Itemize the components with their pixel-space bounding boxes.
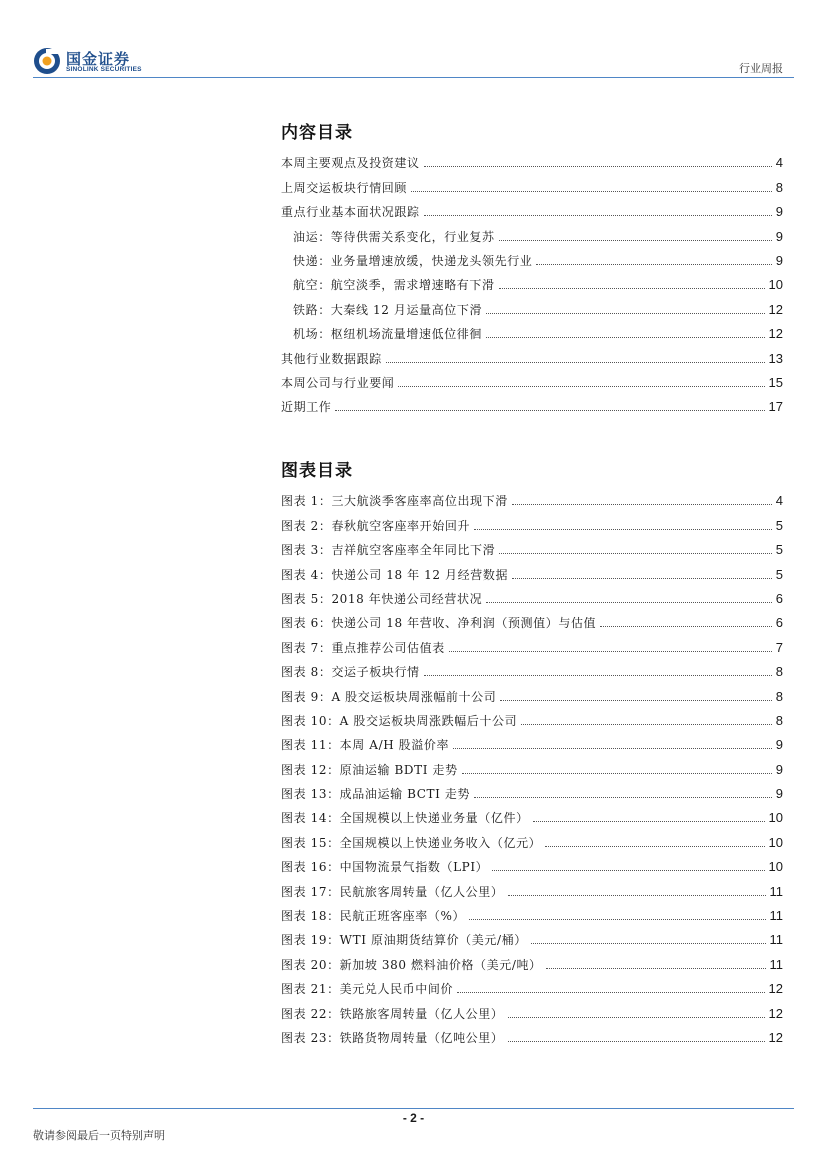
toc-entry-label: 其他行业数据跟踪	[281, 351, 382, 366]
figure-entry-page: 12	[768, 981, 783, 997]
dot-leader	[457, 992, 764, 993]
figure-entry-page: 5	[775, 542, 783, 558]
dot-leader	[386, 362, 765, 363]
dot-leader	[533, 821, 765, 822]
figure-entry-label: 图表 20：新加坡 380 燃料油价格（美元/吨）	[281, 957, 542, 972]
dot-leader	[398, 386, 764, 387]
figures-title: 图表目录	[281, 461, 353, 481]
company-logo	[33, 47, 163, 77]
figure-entry-label: 图表 22：铁路旅客周转量（亿人公里）	[281, 1006, 504, 1021]
dot-leader	[531, 943, 766, 944]
figure-entry-page: 12	[768, 1029, 783, 1045]
figure-entry[interactable]	[281, 825, 783, 849]
toc-entry-label: 航空：航空淡季，需求增速略有下滑	[293, 278, 495, 293]
figure-entry-page: 10	[768, 834, 783, 850]
dot-leader	[449, 651, 772, 652]
toc-entry[interactable]	[281, 146, 783, 170]
dot-leader	[499, 288, 765, 289]
dot-leader	[486, 313, 764, 314]
disclaimer-text: 敬请参阅最后一页特别声明	[33, 1129, 165, 1142]
figure-entry-label: 图表 9：A 股交运板块周涨幅前十公司	[281, 689, 497, 704]
figure-entry[interactable]	[281, 752, 783, 776]
figure-entry-label: 图表 8：交运子板块行情	[281, 665, 420, 680]
figure-entry-page: 9	[775, 786, 783, 802]
figure-entry-label: 图表 11：本周 A/H 股溢价率	[281, 738, 450, 753]
figure-entry-label: 图表 5：2018 年快递公司经营状况	[281, 591, 483, 606]
toc-entry-label: 油运：等待供需关系变化，行业复苏	[293, 229, 495, 244]
dot-leader	[486, 602, 772, 603]
toc-list	[281, 146, 783, 414]
dot-leader	[512, 578, 772, 579]
dot-leader	[474, 529, 772, 530]
figure-entry[interactable]	[281, 972, 783, 996]
figure-entry-page: 9	[775, 761, 783, 777]
toc-entry[interactable]	[281, 317, 783, 341]
figure-entry[interactable]	[281, 850, 783, 874]
dot-leader	[486, 337, 765, 338]
logo-text-en: SINOLINK SECURITIES	[66, 66, 142, 73]
figure-entry-label: 图表 18：民航正班客座率（%）	[281, 909, 466, 924]
toc-entry[interactable]	[281, 292, 783, 316]
figure-entry-label: 图表 23：铁路货物周转量（亿吨公里）	[281, 1030, 504, 1045]
figure-entry-page: 5	[775, 517, 783, 533]
figure-entry[interactable]	[281, 533, 783, 557]
dot-leader	[462, 773, 772, 774]
dot-leader	[335, 410, 764, 411]
figure-entry[interactable]	[281, 1021, 783, 1045]
page-number: - 2 -	[402, 1111, 425, 1125]
footer-divider	[33, 1108, 794, 1109]
figure-entry-page: 12	[768, 1005, 783, 1021]
figure-entry-page: 11	[769, 883, 783, 899]
dot-leader	[508, 895, 766, 896]
sinolink-logo-icon	[33, 47, 61, 75]
figure-entry[interactable]	[281, 557, 783, 581]
dot-leader	[453, 748, 772, 749]
figure-entry-page: 4	[775, 493, 783, 509]
toc-entry[interactable]	[281, 170, 783, 194]
figure-entry-page: 11	[769, 956, 783, 972]
figure-entry-label: 图表 4：快递公司 18 年 12 月经营数据	[281, 567, 509, 582]
report-type: 行业周报	[739, 62, 783, 75]
toc-entry-page: 17	[768, 399, 783, 415]
figure-entry[interactable]	[281, 899, 783, 923]
toc-entry-label: 机场：枢纽机场流量增速低位徘徊	[293, 327, 483, 342]
toc-title: 内容目录	[281, 123, 353, 143]
figure-entry-label: 图表 1：三大航淡季客座率高位出现下滑	[281, 494, 508, 509]
figure-entry-page: 11	[769, 908, 783, 924]
toc-entry-label: 本周主要观点及投资建议	[281, 156, 420, 171]
dot-leader	[424, 166, 772, 167]
dot-leader	[469, 919, 765, 920]
figure-entry-page: 6	[775, 615, 783, 631]
figure-entry-label: 图表 3：吉祥航空客座率全年同比下滑	[281, 543, 496, 558]
figure-entry-label: 图表 6：快递公司 18 年营收、净利润（预测值）与估值	[281, 616, 597, 631]
dot-leader	[499, 553, 772, 554]
dot-leader	[500, 700, 771, 701]
figure-entry[interactable]	[281, 996, 783, 1020]
dot-leader	[508, 1041, 765, 1042]
figure-entry-label: 图表 12：原油运输 BDTI 走势	[281, 762, 458, 777]
figure-entry[interactable]	[281, 777, 783, 801]
figure-entry-label: 图表 17：民航旅客周转量（亿人公里）	[281, 884, 504, 899]
toc-entry-page: 9	[775, 204, 783, 220]
toc-entry-page: 8	[775, 179, 783, 195]
dot-leader	[545, 846, 764, 847]
figure-entry[interactable]	[281, 655, 783, 679]
toc-entry[interactable]	[281, 390, 783, 414]
figure-entry[interactable]	[281, 606, 783, 630]
figure-entry[interactable]	[281, 582, 783, 606]
toc-entry[interactable]	[281, 341, 783, 365]
dot-leader	[508, 1017, 765, 1018]
dot-leader	[424, 675, 772, 676]
toc-entry[interactable]	[281, 366, 783, 390]
toc-entry-label: 本周公司与行业要闻	[281, 375, 395, 390]
figure-entry-label: 图表 13：成品油运输 BCTI 走势	[281, 787, 471, 802]
dot-leader	[512, 504, 772, 505]
toc-entry[interactable]	[281, 219, 783, 243]
figures-list	[281, 484, 783, 1045]
dot-leader	[492, 870, 764, 871]
figure-entry[interactable]	[281, 679, 783, 703]
figure-entry-label: 图表 2：春秋航空客座率开始回升	[281, 518, 471, 533]
figure-entry-label: 图表 10：A 股交运板块周涨跌幅后十公司	[281, 713, 518, 728]
figure-entry-label: 图表 21：美元兑人民币中间价	[281, 982, 454, 997]
toc-entry[interactable]	[281, 195, 783, 219]
figure-entry-page: 8	[775, 712, 783, 728]
toc-entry-label: 重点行业基本面状况跟踪	[281, 205, 420, 220]
dot-leader	[474, 797, 772, 798]
figure-entry-page: 8	[775, 688, 783, 704]
figure-entry[interactable]	[281, 508, 783, 532]
dot-leader	[600, 626, 772, 627]
figure-entry-label: 图表 14：全国规模以上快递业务量（亿件）	[281, 811, 529, 826]
figure-entry[interactable]	[281, 801, 783, 825]
figure-entry-label: 图表 16：中国物流景气指数（LPI）	[281, 860, 489, 875]
figure-entry-label: 图表 19：WTI 原油期货结算价（美元/桶）	[281, 933, 527, 948]
dot-leader	[521, 724, 772, 725]
toc-entry-page: 10	[768, 277, 783, 293]
figure-entry-page: 7	[775, 639, 783, 655]
figure-entry[interactable]	[281, 704, 783, 728]
toc-entry-page: 4	[775, 155, 783, 171]
figure-entry[interactable]	[281, 728, 783, 752]
toc-entry-page: 13	[768, 350, 783, 366]
figure-entry-page: 8	[775, 664, 783, 680]
figure-entry-page: 10	[768, 859, 783, 875]
figure-entry[interactable]	[281, 630, 783, 654]
dot-leader	[499, 240, 772, 241]
logo-text-cn: 国金证券	[66, 50, 131, 68]
figure-entry-page: 9	[775, 737, 783, 753]
figure-entry-label: 图表 15：全国规模以上快递业务收入（亿元）	[281, 835, 542, 850]
figure-entry[interactable]	[281, 874, 783, 898]
figure-entry-page: 6	[775, 590, 783, 606]
figure-entry-page: 5	[775, 566, 783, 582]
figure-entry[interactable]	[281, 484, 783, 508]
toc-entry-page: 9	[775, 252, 783, 268]
toc-entry-page: 9	[775, 228, 783, 244]
dot-leader	[546, 968, 766, 969]
toc-entry-page: 12	[768, 301, 783, 317]
figure-entry-page: 10	[768, 810, 783, 826]
toc-entry-page: 12	[768, 326, 783, 342]
figure-entry-label: 图表 7：重点推荐公司估值表	[281, 640, 445, 655]
figure-entry[interactable]	[281, 947, 783, 971]
toc-entry-label: 上周交运板块行情回顾	[281, 180, 408, 195]
toc-entry-label: 快递：业务量增速放缓，快递龙头领先行业	[293, 253, 533, 268]
toc-entry[interactable]	[281, 244, 783, 268]
toc-entry-label: 铁路：大秦线 12 月运量高位下滑	[293, 302, 483, 317]
toc-entry-page: 15	[768, 374, 783, 390]
dot-leader	[411, 191, 772, 192]
header-divider	[33, 77, 794, 78]
toc-entry-label: 近期工作	[281, 400, 332, 415]
figure-entry[interactable]	[281, 923, 783, 947]
dot-leader	[536, 264, 771, 265]
dot-leader	[424, 215, 772, 216]
figure-entry-page: 11	[769, 932, 783, 948]
toc-entry[interactable]	[281, 268, 783, 292]
